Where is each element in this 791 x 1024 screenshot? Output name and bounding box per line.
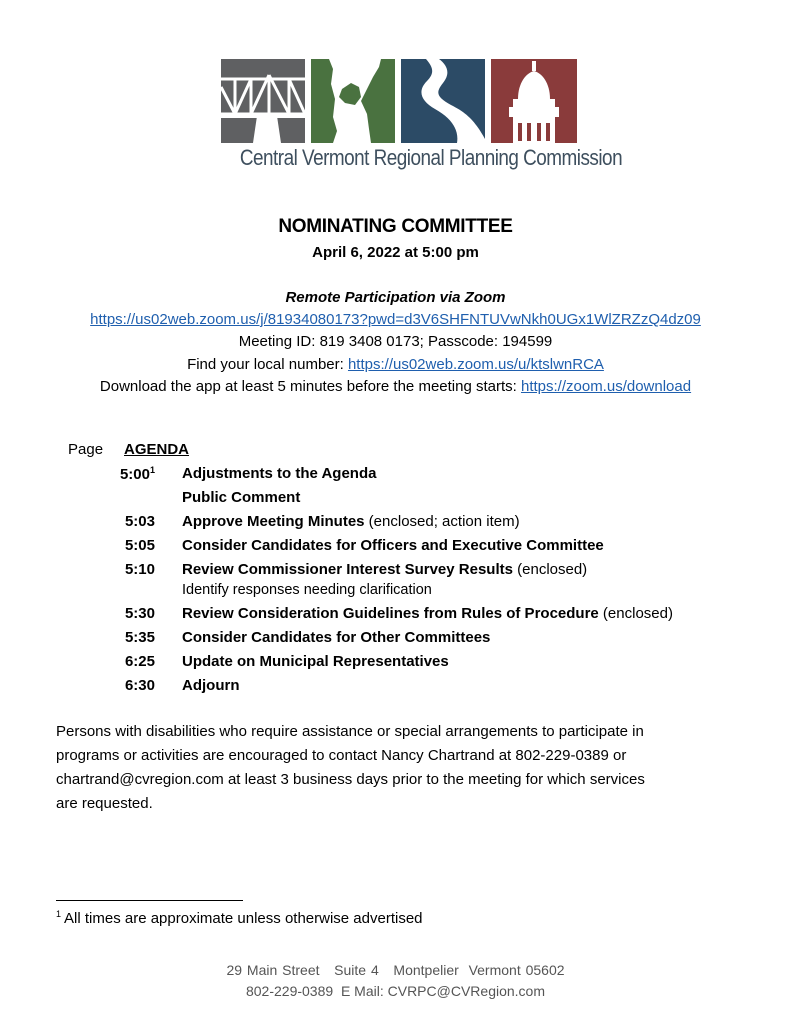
agenda-item-title: Review Commissioner Interest Survey Results — [182, 561, 513, 578]
agenda-item-time: 5:30 — [124, 605, 155, 622]
notice-line: programs or activities are encouraged to contact Nancy Chartrand at 802-229-0389 or — [56, 747, 627, 764]
remote-participation-heading: Remote Participation via Zoom — [285, 289, 506, 306]
bridge-icon — [221, 59, 305, 143]
agenda-item-description — [182, 465, 376, 482]
agenda-item-title: Update on Municipal Representatives — [182, 653, 449, 670]
agenda-item-time: 6:25 — [124, 653, 155, 670]
agenda-item-title: Consider Candidates for Officers and Executive Committee — [182, 537, 604, 554]
meeting-title: NOMINATING COMMITTEE — [278, 216, 513, 237]
agenda-item-subnote: Identify responses needing clarification — [182, 582, 432, 598]
footer-contact: 802-229-0389 E Mail: CVRPC@CVRegion.com — [245, 983, 545, 999]
agenda-item-description — [182, 537, 604, 554]
river-icon — [401, 59, 485, 143]
vermont-map-icon — [311, 59, 395, 143]
footnote-marker: 1 — [56, 909, 62, 919]
agenda-item-time: 5:35 — [124, 629, 155, 646]
agenda-item-description — [182, 489, 300, 506]
footnote-text: All times are approximate unless otherwise advertised — [64, 910, 423, 927]
agenda-heading: AGENDA — [124, 441, 190, 458]
download-line — [0, 378, 791, 395]
agenda-item-description — [182, 677, 240, 694]
agenda-item-title: Review Consideration Guidelines from Rules of Procedure — [182, 605, 599, 622]
accessibility-notice — [56, 720, 746, 816]
local-number-line — [0, 356, 791, 373]
cvrpc-logo — [221, 59, 577, 143]
footer-address: 29 Main Street Suite 4 Montpelier Vermont 05602 — [226, 962, 565, 978]
agenda-item-time: 6:30 — [124, 677, 155, 694]
zoom-link-line — [0, 311, 791, 328]
footnote-divider — [56, 900, 243, 901]
agenda-item-description: Review Commissioner Interest Survey Results (enclosed) — [182, 561, 588, 578]
download-link[interactable]: https://zoom.us/download — [520, 378, 692, 395]
agenda-item-title: Public Comment — [182, 489, 301, 506]
agenda-item-time: 5:03 — [124, 513, 155, 530]
agenda-item-description — [182, 629, 490, 646]
download-label: Download the app at least 5 minutes before the meeting starts: — [99, 378, 521, 395]
notice-line: Persons with disabilities who require assistance or special arrangements to participate in — [56, 723, 644, 740]
notice-line: are requested. — [56, 795, 153, 812]
agenda-item-title: Approve Meeting Minutes — [182, 513, 365, 530]
page-column-label: Page — [68, 441, 104, 458]
agenda-item-title: Adjustments to the Agenda — [182, 465, 377, 482]
agenda-item-description: Review Consideration Guidelines from Rules of Procedure (enclosed) — [182, 605, 673, 622]
agenda-item-description: Approve Meeting Minutes (enclosed; action item) — [182, 513, 520, 530]
local-number-label: Find your local number: — [187, 356, 348, 373]
agenda-item-title: Adjourn — [182, 677, 240, 694]
footnote — [56, 909, 423, 927]
notice-line: chartrand@cvregion.com at least 3 business days prior to the meeting for which services — [56, 771, 645, 788]
zoom-meeting-link[interactable]: https://us02web.zoom.us/j/81934080173?pwd=d3V6SHFNTUVwNkh0UGx1WlZRZzQ4dz09 — [90, 311, 701, 328]
agenda-item-title: Consider Candidates for Other Committees — [182, 629, 491, 646]
footnote-ref: 1 — [149, 465, 155, 475]
organization-name: Central Vermont Regional Planning Commission — [239, 145, 623, 170]
capitol-dome-icon — [491, 59, 577, 143]
agenda-item-time: 5:05 — [124, 537, 155, 554]
agenda-item-time: $5:00^1$ — [119, 465, 155, 483]
meeting-datetime: April 6, 2022 at 5:00 pm — [312, 244, 479, 261]
agenda-item-time: 5:10 — [124, 561, 155, 578]
local-number-link[interactable]: https://us02web.zoom.us/u/ktslwnRCA — [347, 356, 604, 373]
agenda-item-description — [182, 653, 449, 670]
meeting-id-line: Meeting ID: 819 3408 0173; Passcode: 194599 — [238, 333, 553, 350]
